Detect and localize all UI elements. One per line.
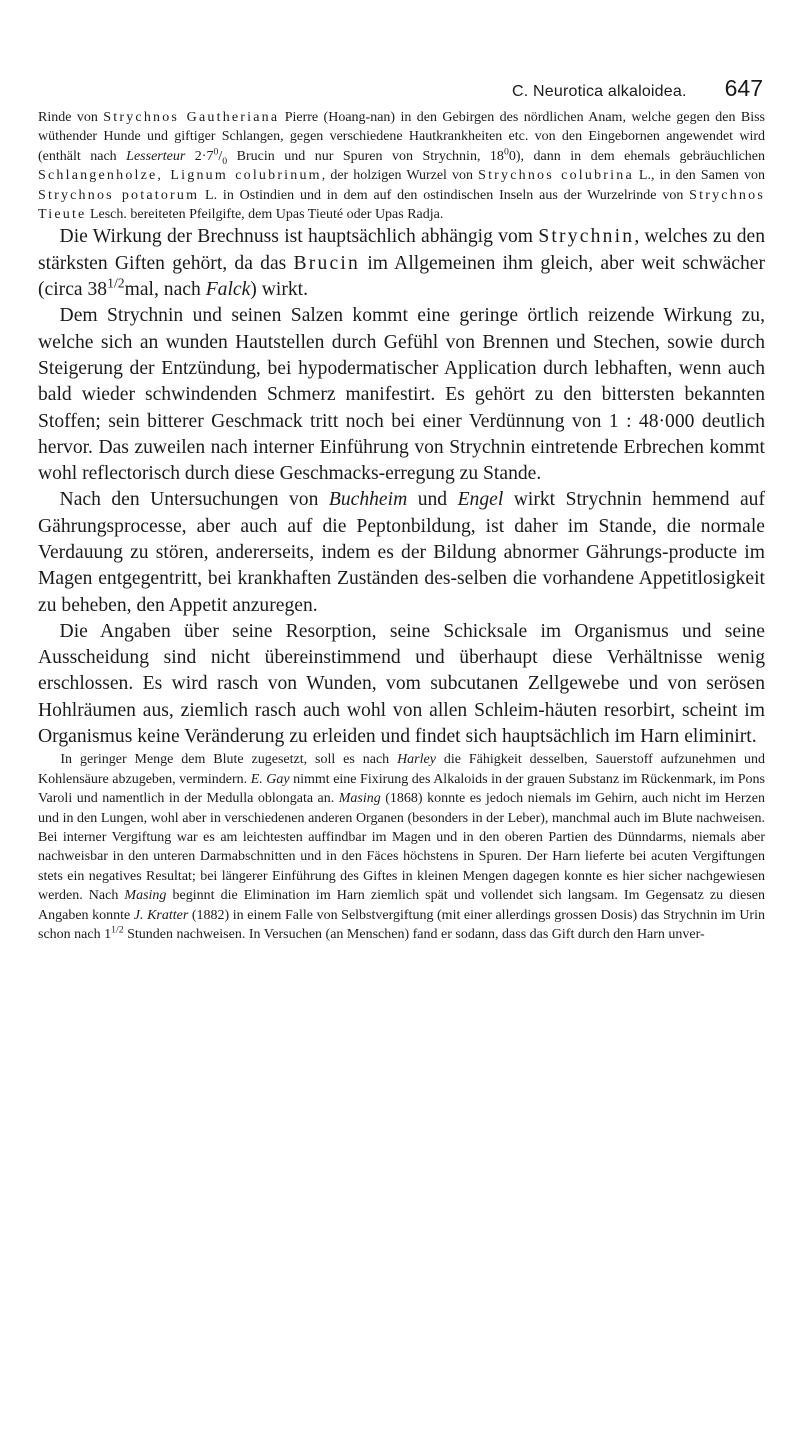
text-run: und	[407, 489, 458, 511]
author-name: E. Gay	[250, 771, 290, 787]
text-run: die Fähigkeit desselben, Sauerstoff aufzunehmen und Kohlensäure abzugeben, vermindern.	[38, 752, 765, 787]
author-name: Falck	[205, 279, 251, 301]
fraction: 1/2	[111, 924, 124, 936]
text-run: Lesch. bereiteten Pfeilgifte, dem Upas Tieuté oder Upas Radja.	[86, 207, 444, 223]
page-number: 647	[724, 75, 763, 101]
text-run: /	[218, 148, 223, 164]
text-run: nimmt eine Fixirung des Alkaloids in der grauen Substanz im Rückenmark, im Pons Varoli und namentlich in der Medulla oblongata an.	[38, 771, 766, 807]
text-run: im Allgemeinen ihm gleich, aber weit schwächer (circa 38	[38, 252, 766, 301]
paragraph-bark-sources	[38, 108, 765, 224]
text-run: wirkt Strychnin hemmend auf Gährungsprocesse, aber auch auf die Peptonbildung, ist daher im Stande, die normale Verdauung zu stören, andererseits, indem es der Bildung abnormer Gährungs-producte im Magen entgegentritt, bei krankhaften Zuständen des-selben die vorhandene Appetitlosigkeit zu beheben, den Appetit anzuregen.	[38, 489, 766, 616]
text-run: L., in den Samen von	[633, 168, 765, 184]
author-name: J. Kratter	[133, 907, 189, 923]
text-run: beginnt die Elimination im Harn ziemlich spät und vollendet sich langsam. Im Gegensatz zu diesen Angaben konnte	[38, 888, 765, 923]
paragraph-resorption: Die Angaben über seine Resorption, seine Schicksale im Organismus und seine Ausscheidung sind nicht übereinstimmend und überhaupt diese Verhältnisse wenig erschlossen. Es wird rasch von Wunden, vom subcutanen Zellgewebe und von serösen Hohlräumen aus, ziemlich rasch auch wohl von allen Schleim-häuten resorbirt, scheint im Organismus keine Veränderung zu erleiden und findet sich hauptsächlich im Harn eliminirt.	[38, 620, 765, 748]
text-run: Pierre (Hoang-nan) in den Gebirgen des nördlichen Anam, welche gegen den Biss wüthender Hunde und giftiger Schlangen, gegen verschiedene Hautkrankheiten etc. von den Eingebornen angewendet wird (enthält nach	[38, 110, 765, 164]
text-run: mal, nach	[124, 279, 206, 301]
author-name: Harley	[397, 752, 436, 768]
subscript: 0	[222, 155, 228, 167]
text-run: (1882) in einem Falle von Selbstvergiftung (mit einer allerdings grossen Dosis) das Strychnin im Urin schon nach 1	[38, 907, 765, 943]
text-run: L. in Ostindien und in dem auf den ostindischen Inseln aus der Wurzelrinde von	[199, 187, 690, 203]
text-run: , welches zu den stärksten Giften gehört, da das	[38, 226, 766, 274]
superscript: 0	[213, 146, 219, 158]
species-name: Strychnos potatorum	[38, 187, 200, 203]
paragraph-strychnin-effect	[38, 224, 765, 303]
text-run: Die Wirkung der Brechnuss ist hauptsächlich abhängig vom	[59, 226, 539, 248]
species-name: Strychnos Tieute	[38, 187, 765, 223]
superscript: 0	[503, 146, 509, 158]
text-run: 2·7	[185, 148, 214, 164]
author-name: Lesserteur	[126, 148, 186, 164]
text-run: Brucin und nur Spuren von Strychnin, 18	[227, 148, 504, 164]
author-name: Masing	[124, 888, 167, 904]
text-run: ) wirkt.	[250, 279, 308, 301]
author-name: Masing	[338, 791, 381, 807]
text-run: Stunden nachweisen. In Versuchen (an Menschen) fand er sodann, dass das Gift durch den Harn unver-	[123, 927, 705, 943]
page-header	[38, 75, 765, 102]
species-name: Schlangenholze, Lignum colubrinum	[38, 168, 322, 184]
species-name: Strychnos Gautheriana	[103, 110, 280, 125]
substance-name: Brucin	[293, 252, 361, 274]
text-run: (1868) konnte es jedoch niemals im Gehirn, auch nicht im Herzen und in den Lungen, wohl aber in verschiedenen anderen Organen (besonders in der Leber), manchmal auch im Blute nachweisen. Bei interner Vergiftung war es am leichtesten auffindbar im Magen und in den oberen Partien des Dünndarms, niemals aber nachweisbar in den unteren Darmabschnitten und in den Fäces höchstens in Spuren. Der Harn lieferte bei acuten Vergiftungen stets ein negatives Resultat; bei längerer Einführung des Giftes in kleinen Mengen dagegen konnte es hier sicher nachgewiesen werden. Nach	[38, 791, 765, 904]
text-run: , der holzigen Wurzel von	[321, 168, 479, 184]
substance-name: Strychnin	[538, 226, 635, 248]
fraction: 1/2	[107, 275, 125, 291]
author-name: Engel	[457, 489, 504, 511]
paragraph-fermentation	[38, 487, 765, 618]
text-run: Nach den Untersuchungen von	[59, 489, 329, 511]
author-name: Buchheim	[328, 489, 408, 511]
paragraph-local-effect: Dem Strychnin und seinen Salzen kommt eine geringe örtlich reizende Wirkung zu, welche sich an wunden Hautstellen durch Gefühl von Brennen und Stechen, sowie durch Steigerung der Entzündung, bei hypodermatischer Application durch lebhaften, wenn auch bald wieder schwindenden Schmerz manifestirt. Es gehört zu den bittersten bekannten Stoffen; sein bitterer Geschmack tritt noch bei einer Verdünnung von 1 : 48·000 deutlich hervor. Das zuweilen nach interner Einführung von Strychnin eintretende Erbrechen kommt wohl reflectorisch durch diese Geschmacks-erregung zu Stande.	[38, 305, 765, 485]
paragraph-elimination	[38, 750, 765, 944]
running-title: C. Neurotica alkaloidea.	[511, 83, 687, 100]
text-run: In geringer Menge dem Blute zugesetzt, soll es nach	[60, 752, 398, 768]
text-run: 0), dann in dem ehemals gebräuchlichen	[508, 148, 766, 164]
text-run: Rinde von	[38, 110, 104, 125]
species-name: Strychnos colubrina	[478, 168, 634, 184]
